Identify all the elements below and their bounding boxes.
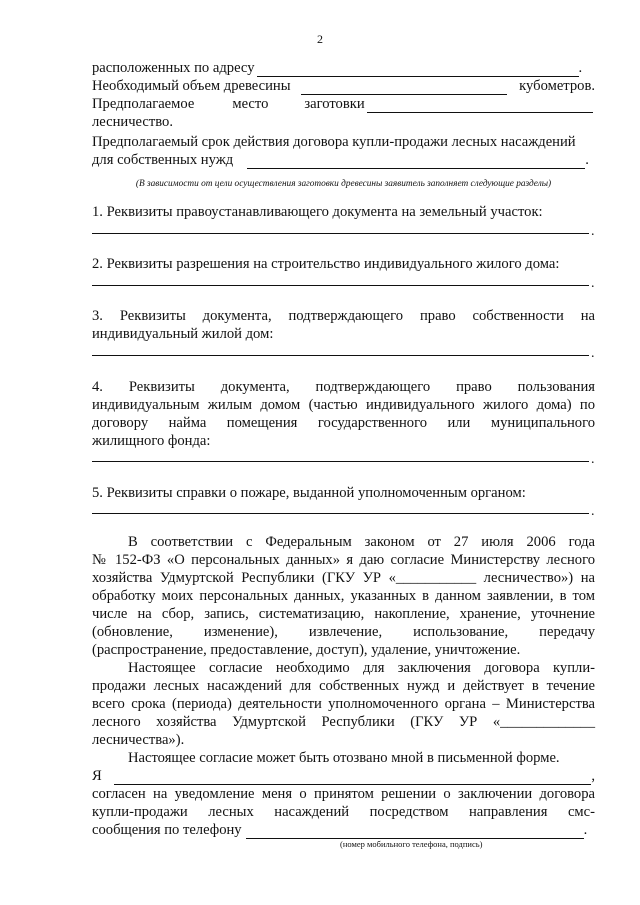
consent-p2-line-5: лесничества»). [92,732,185,748]
consent-p4-line-2: купли-продажи лесных насаждений посредством направления смс- [92,804,595,820]
term-line-1: Предполагаемый срок действия договора купли-продажи лесных насаждений [92,134,576,150]
consent-p1-line-7: (распространение, предоставление, доступ), удаление, уничтожение. [92,642,521,658]
section-3-heading-line-2: индивидуальный жилой дом: [92,326,274,342]
consent-p2-line-1: Настоящее согласие необходимо для заключения договора купли- [128,660,595,676]
consent-p2-line-4: лесного хозяйства Удмуртской Республики (ГКУ УР «_____________ [92,714,595,730]
consent-p2-line-2: продажи лесных насаждений для собственных нужд и действует в течение [92,678,595,694]
term-label: для собственных нужд [92,152,234,168]
consent-p4-line-1: согласен на уведомление меня о принятом решении о заключении договора [92,786,595,802]
harvest-place-line [92,95,595,113]
section-4-heading-line-3: договору найма помещения государственного или муниципального [92,415,595,431]
address-field[interactable] [257,63,579,77]
section-4-heading-line-4: жилищного фонда: [92,433,211,449]
consent-p1-line-3: хозяйства Удмуртской Республики (ГКУ УР «___________ лесничество») на [92,570,595,586]
term-line-2: для собственных нужд . [92,152,589,168]
harvest-place-field[interactable] [367,99,593,113]
instruction-note: (В зависимости от цели осуществления заготовки древесины заявитель заполняет следующие разделы) [135,179,552,189]
consent-p1-line-1: В соответствии с Федеральным законом от 27 июля 2006 года [128,534,595,550]
place-word-3: заготовки [304,96,365,112]
volume-line [92,77,595,95]
document-page: 2 расположенных по адресу . Необходимый объем древесины кубометров. Предполагаемое место заготовки лесничество. Предполагаемый срок действия договора купли-продажи лесных насаждений для собственных нужд . (В зависимости от цели осуществления заготовки древесины заявитель заполняет следующие разделы) 1. Реквизиты правоустанавливающего документа на земельный участок: . 2. Реквизиты разрешения на строительство индивидуального жилого дома: . 3. Реквизиты документа, подтверждающего право собственности на индивидуальный жилой дом: . 4. Реквизиты документа, подтверждающего право пользования индивидуальным жилым домом (частью индивидуального жилого дома) по договору найма помещения государственного или муниципального жилищного фонда: . 5. Реквизиты справки о пожаре, выданной уполномоченным органом: . В соответствии с Федеральным законом от 27 июля 2006 года № 152-ФЗ «О персональных данных» я даю согласие Министерству лесного хозяйства Удмуртской Республики (ГКУ УР «___________ лесничество») на обработку моих персональных данных, указанных в данном заявлении, в том числе на сбор, запись, систематизацию, накопление, хранение, уточнение (обновление, изменение), извлечение, использование, передачу (распространение, предоставление, доступ), удаление, уничтожение. Настоящее согласие необходимо для заключения договора купли- продажи лесных насаждений для собственных нужд и действует в течение всего срока (периода) деятельности уполномоченного органа – Министерства лесного хозяйства Удмуртской Республики (ГКУ УР «_____________ лесничества»). Настоящее согласие может быть отозвано мной в письменной форме. Я , согласен на уведомление меня о принятом решении о заключении договора купли-продажи лесных насаждений посредством направления смс- сообщения по телефону . (номер мобильного телефона, подпись) [0,0,640,905]
place-tail: лесничество. [92,114,173,130]
section-5-heading: 5. Реквизиты справки о пожаре, выданной уполномоченным органом: [92,485,526,501]
applicant-name-field[interactable] [114,771,592,785]
section-4-field[interactable] [92,461,589,462]
place-word-2: место [232,96,269,112]
volume-unit: кубометров. [519,78,595,94]
applicant-name-line: Я , [92,768,596,784]
consent-p1-line-6: (обновление, изменение), извлечение, использование, передачу [92,624,595,640]
consent-p1-line-2: № 152-ФЗ «О персональных данных» я даю согласие Министерству лесного [92,552,595,568]
page-number: 2 [317,32,323,46]
volume-field[interactable] [301,81,507,95]
phone-line: сообщения по телефону . [92,822,588,838]
section-4-heading-line-1: 4. Реквизиты документа, подтверждающего право пользования [92,379,595,395]
consent-p3: Настоящее согласие может быть отозвано мной в письменной форме. [128,750,560,766]
consent-p1-line-5: числе на сбор, запись, систематизацию, накопление, хранение, уточнение [92,606,595,622]
phone-caption: (номер мобильного телефона, подпись) [340,839,483,849]
section-2-field[interactable] [92,285,589,286]
applicant-pronoun: Я [92,768,102,784]
section-2-heading: 2. Реквизиты разрешения на строительство индивидуального жилого дома: [92,256,560,272]
address-label: расположенных по адресу [92,60,255,76]
section-3-heading-line-1: 3. Реквизиты документа, подтверждающего право собственности на [92,308,595,324]
section-3-field[interactable] [92,355,589,356]
phone-field[interactable] [246,825,584,839]
phone-label: сообщения по телефону [92,822,242,838]
volume-label: Необходимый объем древесины [92,78,291,94]
address-line: расположенных по адресу . [92,60,583,76]
section-5-field[interactable] [92,513,589,514]
consent-p1-line-4: обработку моих персональных данных, указанных в данном заявлении, в том [92,588,595,604]
term-field[interactable] [247,155,585,169]
consent-p2-line-3: всего срока (периода) деятельности уполномоченного органа – Министерства [92,696,595,712]
section-1-field[interactable] [92,233,589,234]
section-1-heading: 1. Реквизиты правоустанавливающего документа на земельный участок: [92,204,543,220]
section-4-heading-line-2: индивидуальным жилым домом (частью индивидуального жилого дома) по [92,397,595,413]
place-word-1: Предполагаемое [92,96,195,112]
